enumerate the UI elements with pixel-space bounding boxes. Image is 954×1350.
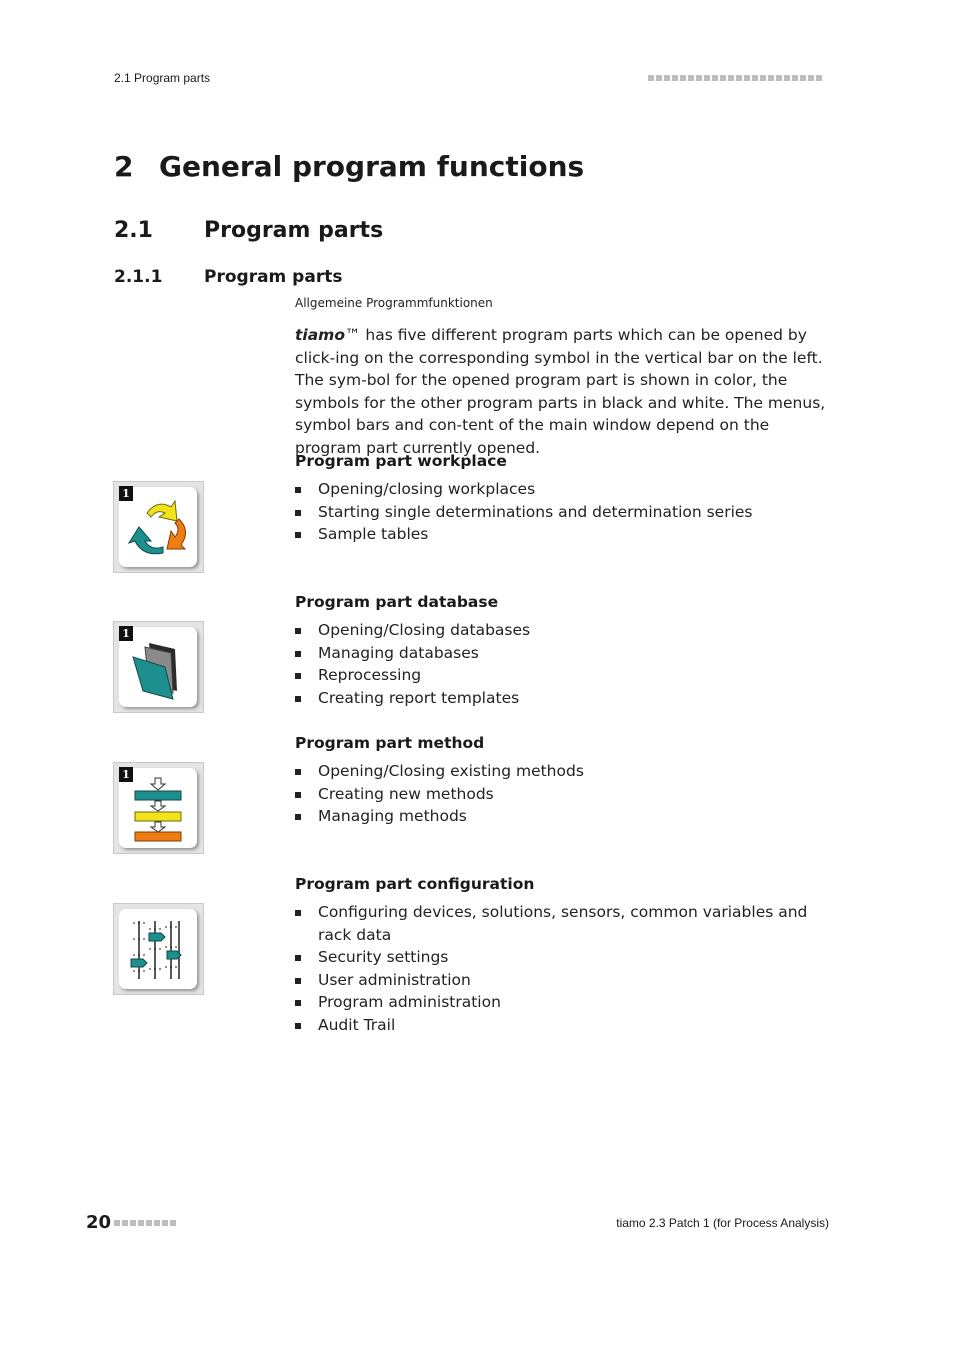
workplace-badge: 1 [119,486,133,501]
list-item: Audit Trail [295,1014,815,1037]
configuration-icon [113,903,204,995]
footer-product: tiamo 2.3 Patch 1 (for Process Analysis) [616,1216,829,1230]
workplace-icon [113,481,204,573]
method-badge: 1 [119,767,133,782]
list-item: Managing databases [295,642,815,665]
subsection-title: Program parts [204,267,343,287]
workplace-title: Program part workplace [295,452,507,470]
list-item: Configuring devices, solutions, sensors, common variables and rack data [295,901,815,946]
database-title: Program part database [295,593,499,611]
workplace-list [295,478,815,546]
list-item: Opening/Closing existing methods [295,760,815,783]
configuration-title: Program part configuration [295,875,535,893]
footer-decoration [114,1220,176,1226]
sliders-icon [119,909,197,989]
section-heading [114,218,383,243]
configuration-list [295,901,815,1036]
page-number: 20 [86,1212,112,1233]
trademark-symbol: ™ [344,326,361,344]
brand-name: tiamo [295,326,345,344]
list-item: Sample tables [295,523,815,546]
running-header: 2.1 Program parts [114,71,211,85]
list-item: Program administration [295,991,815,1014]
section-title: Program parts [204,218,384,243]
section-number: 2.1 [114,218,153,243]
intro-paragraph [295,324,830,459]
list-item: Opening/Closing databases [295,619,815,642]
chapter-title: General program functions [159,150,585,183]
subsection-number: 2.1.1 [114,267,163,287]
chapter-heading [114,150,584,183]
list-item: Reprocessing [295,664,815,687]
german-subtitle: Allgemeine Programmfunktionen [295,296,493,310]
database-icon [113,621,204,713]
list-item: Creating new methods [295,783,815,806]
subsection-heading [114,267,342,287]
list-item: Security settings [295,946,815,969]
method-icon [113,762,204,854]
method-title: Program part method [295,734,485,752]
list-item: Opening/closing workplaces [295,478,815,501]
method-list [295,760,815,828]
header-decoration [648,75,822,81]
list-item: Managing methods [295,805,815,828]
database-list [295,619,815,709]
list-item: User administration [295,969,815,992]
list-item: Starting single determinations and determination series [295,501,815,524]
intro-text: has five different program parts which can be opened by click-ing on the corresponding symbol in the vertical bar on the left. The sym-bol for the opened program part is shown in color, the symbols for the other program parts in black and white. The menus, symbol bars and con-tent of the main window depend on the program part currently opened. [295,326,826,457]
database-badge: 1 [119,626,133,641]
chapter-number: 2 [114,150,134,183]
list-item: Creating report templates [295,687,815,710]
